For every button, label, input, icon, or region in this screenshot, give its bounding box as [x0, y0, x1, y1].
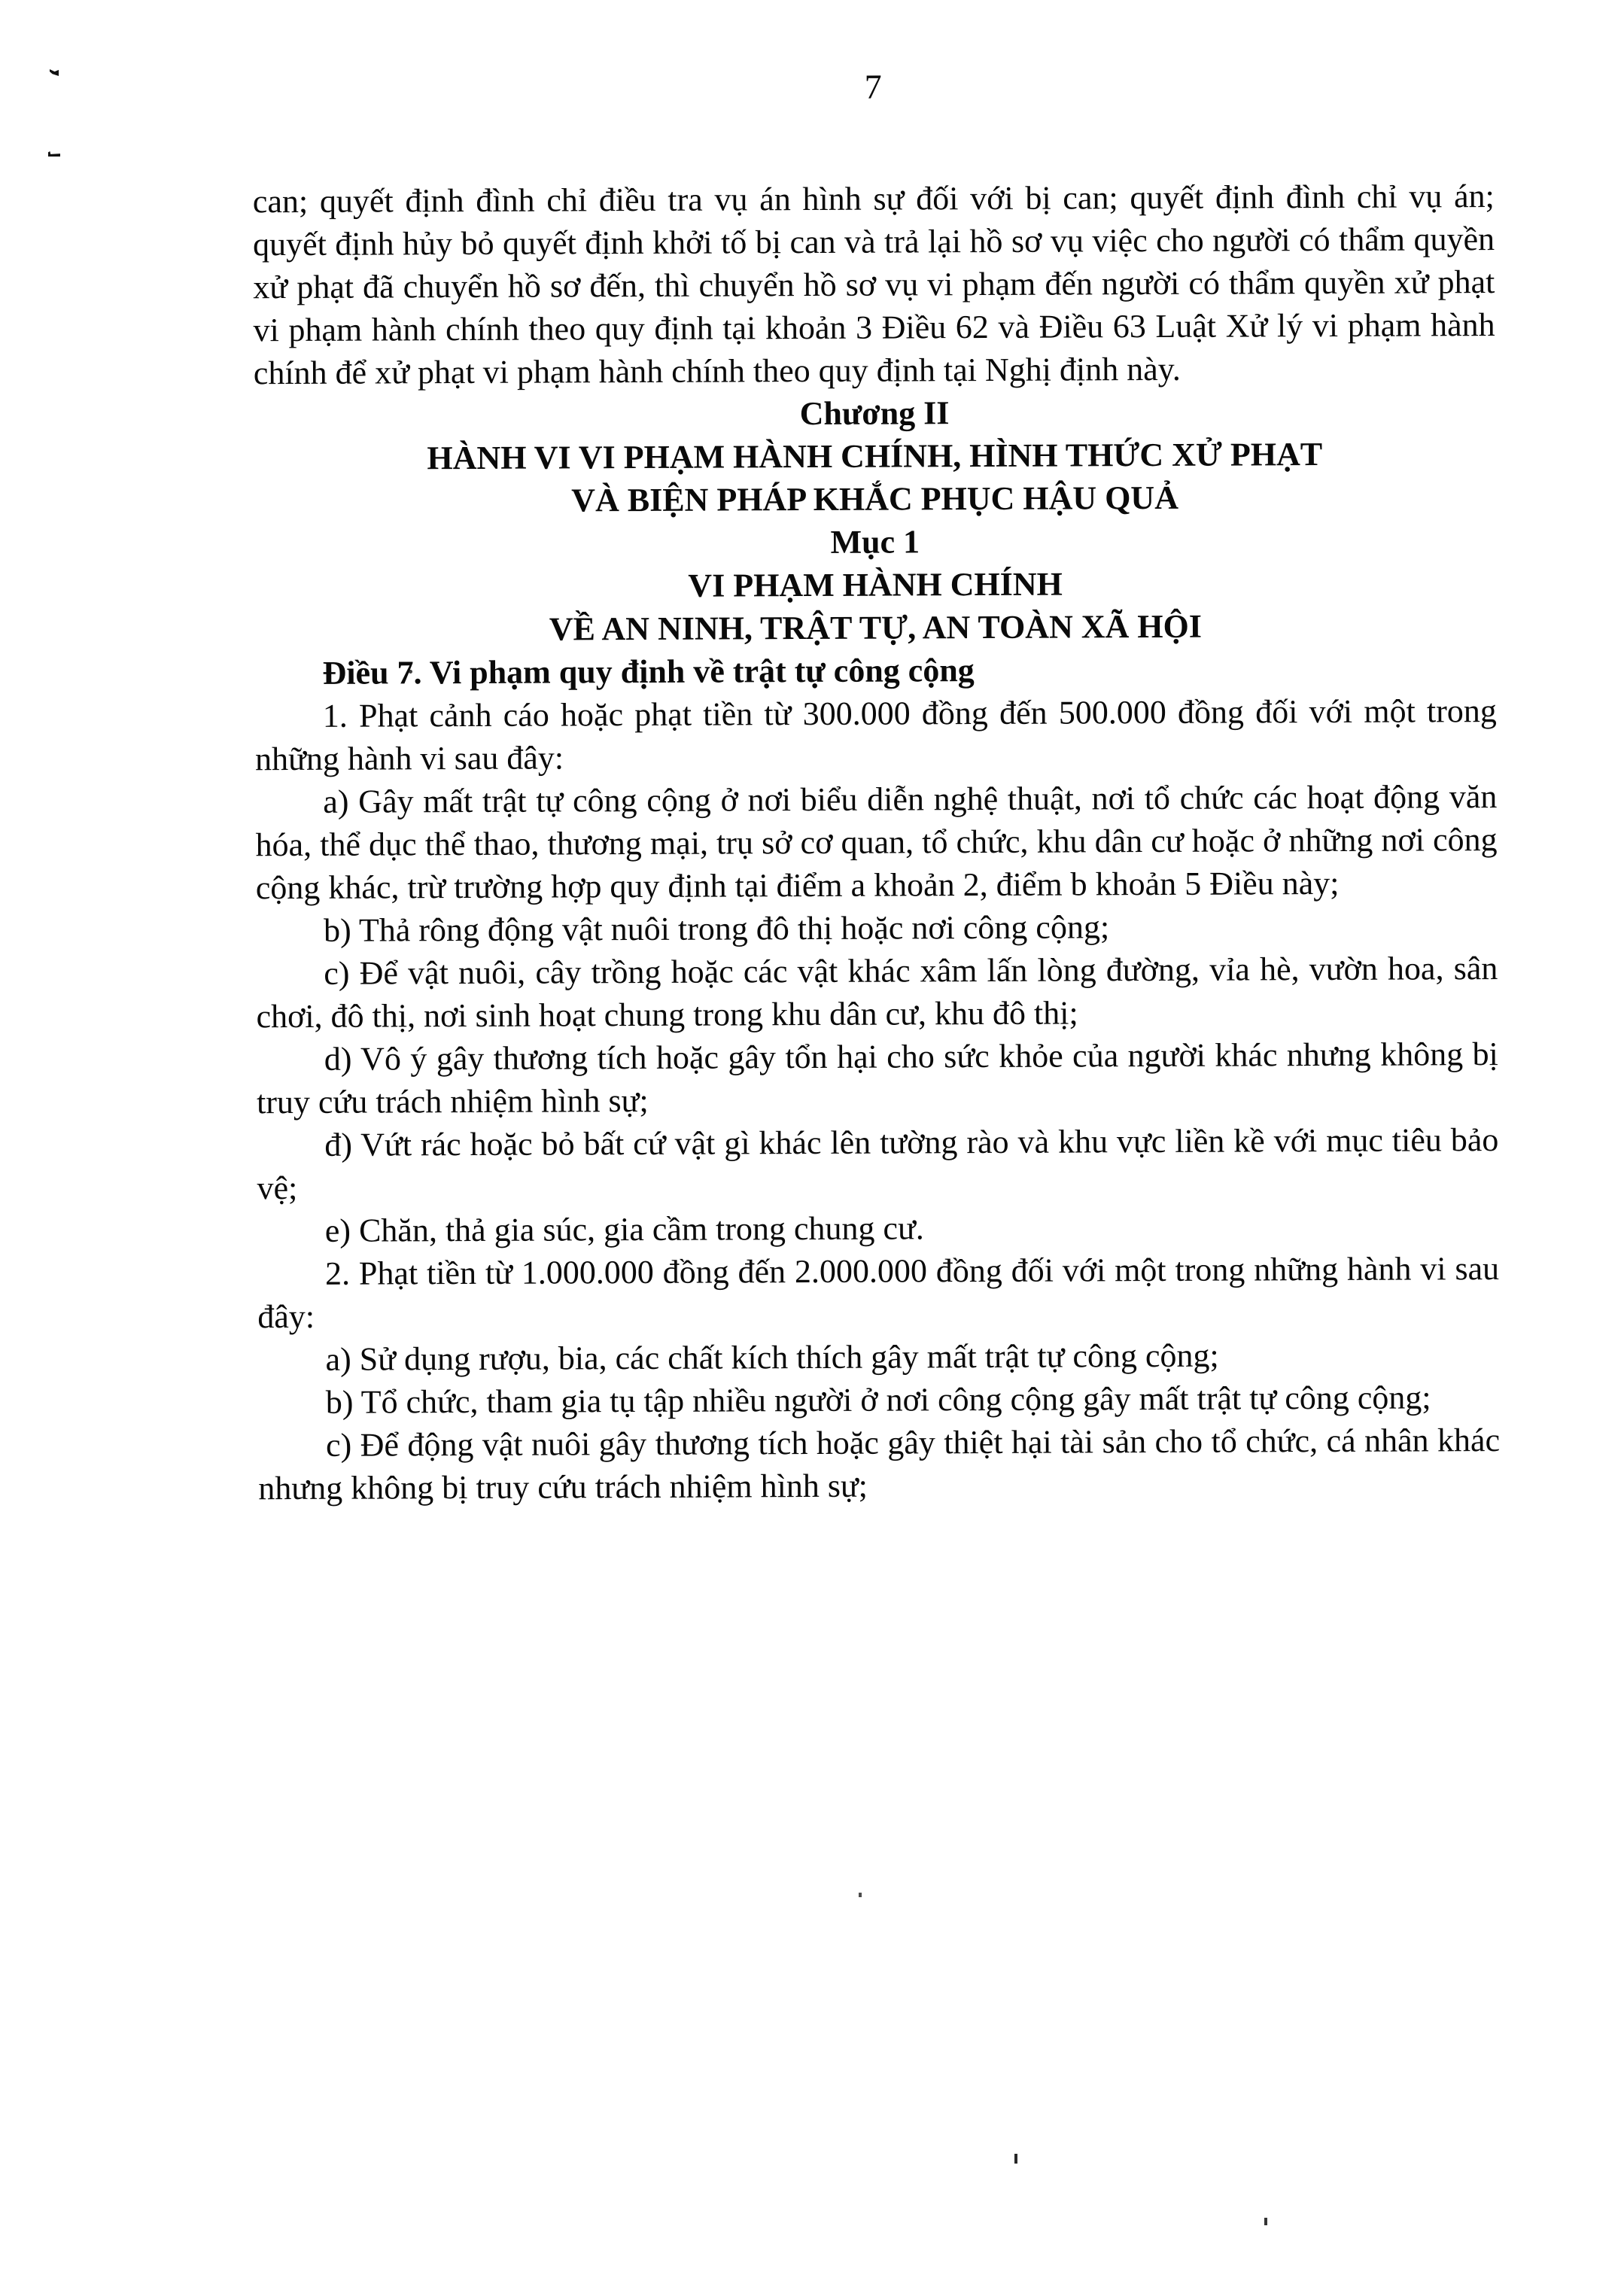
- point-text: c) Để vật nuôi, cây trồng hoặc các vật khác xâm lấn lòng đường, vỉa hè, vườn hoa, sân chơi, đô thị, nơi sinh hoạt chung trong khu dân cư, khu đô thị;: [256, 950, 1498, 1035]
- point-text: b) Tổ chức, tham gia tụ tập nhiều người ở nơi công cộng gây mất trật tự công cộng;: [325, 1379, 1431, 1421]
- point-text: c) Để động vật nuôi gây thương tích hoặc gây thiệt hại tài sản cho tổ chức, cá nhân khác nhưng không bị truy cứu trách nhiệm hình sự;: [258, 1422, 1501, 1507]
- point-text: đ) Vứt rác hoặc bỏ bất cứ vật gì khác lên tường rào và khu vực liền kề với mục tiêu bảo vệ;: [257, 1121, 1499, 1207]
- document-body: [253, 175, 1501, 1510]
- point-text: d) Vô ý gây thương tích hoặc gây tổn hại cho sức khỏe của người khác nhưng không bị truy cứu trách nhiệm hình sự;: [256, 1035, 1498, 1121]
- continuation-paragraph: can; quyết định đình chỉ điều tra vụ án hình sự đối với bị can; quyết định đình chỉ vụ án; quyết định hủy bỏ quyết định khởi tố bị can và trả lại hồ sơ vụ việc cho người có thẩm quyền xử phạt đã chuyển hồ sơ đến, thì chuyển hồ sơ vụ vi phạm đến người có thẩm quyền xử phạt vi phạm hành chính theo quy định tại khoản 3 Điều 62 và Điều 63 Luật Xử lý vi phạm hành chính để xử phạt vi phạm hành chính theo quy định tại Nghị định này.: [252, 178, 1495, 392]
- page-number: 7: [864, 67, 882, 106]
- section-title-line: VI PHẠM HÀNH CHÍNH: [688, 565, 1063, 604]
- point-text: b) Thả rông động vật nuôi trong đô thị hoặc nơi công cộng;: [323, 908, 1110, 949]
- chapter-title-line: VÀ BIỆN PHÁP KHẮC PHỤC HẬU QUẢ: [571, 479, 1179, 519]
- chapter-label: Chương II: [799, 394, 950, 433]
- section-title-line: VỀ AN NINH, TRẬT TỰ, AN TOÀN XÃ HỘI: [549, 607, 1203, 648]
- point-text: a) Sử dụng rượu, bia, các chất kích thích gây mất trật tự công cộng;: [325, 1337, 1219, 1378]
- clause-text: 1. Phạt cảnh cáo hoặc phạt tiền từ 300.000 đồng đến 500.000 đồng đối với một trong những hành vi sau đây:: [254, 692, 1497, 778]
- article-heading: Điều 7. Vi phạm quy định về trật tự công cộng: [322, 652, 975, 692]
- point-text: a) Gây mất trật tự công cộng ở nơi biểu diễn nghệ thuật, nơi tổ chức các hoạt động văn hóa, thể dục thể thao, thương mại, trụ sở cơ quan, tổ chức, khu dân cư hoặc ở những nơi công cộng khác, trừ trường hợp quy định tại điểm a khoản 2, điểm b khoản 5 Điều này;: [255, 778, 1498, 907]
- section-label: Mục 1: [830, 523, 920, 561]
- point-text: e) Chăn, thả gia súc, gia cầm trong chung cư.: [324, 1209, 924, 1249]
- chapter-title-line: HÀNH VI VI PHẠM HÀNH CHÍNH, HÌNH THỨC XỬ PHẠT: [427, 436, 1323, 477]
- clause-text: 2. Phạt tiền từ 1.000.000 đồng đến 2.000.000 đồng đối với một trong những hành vi sau đây:: [257, 1250, 1500, 1336]
